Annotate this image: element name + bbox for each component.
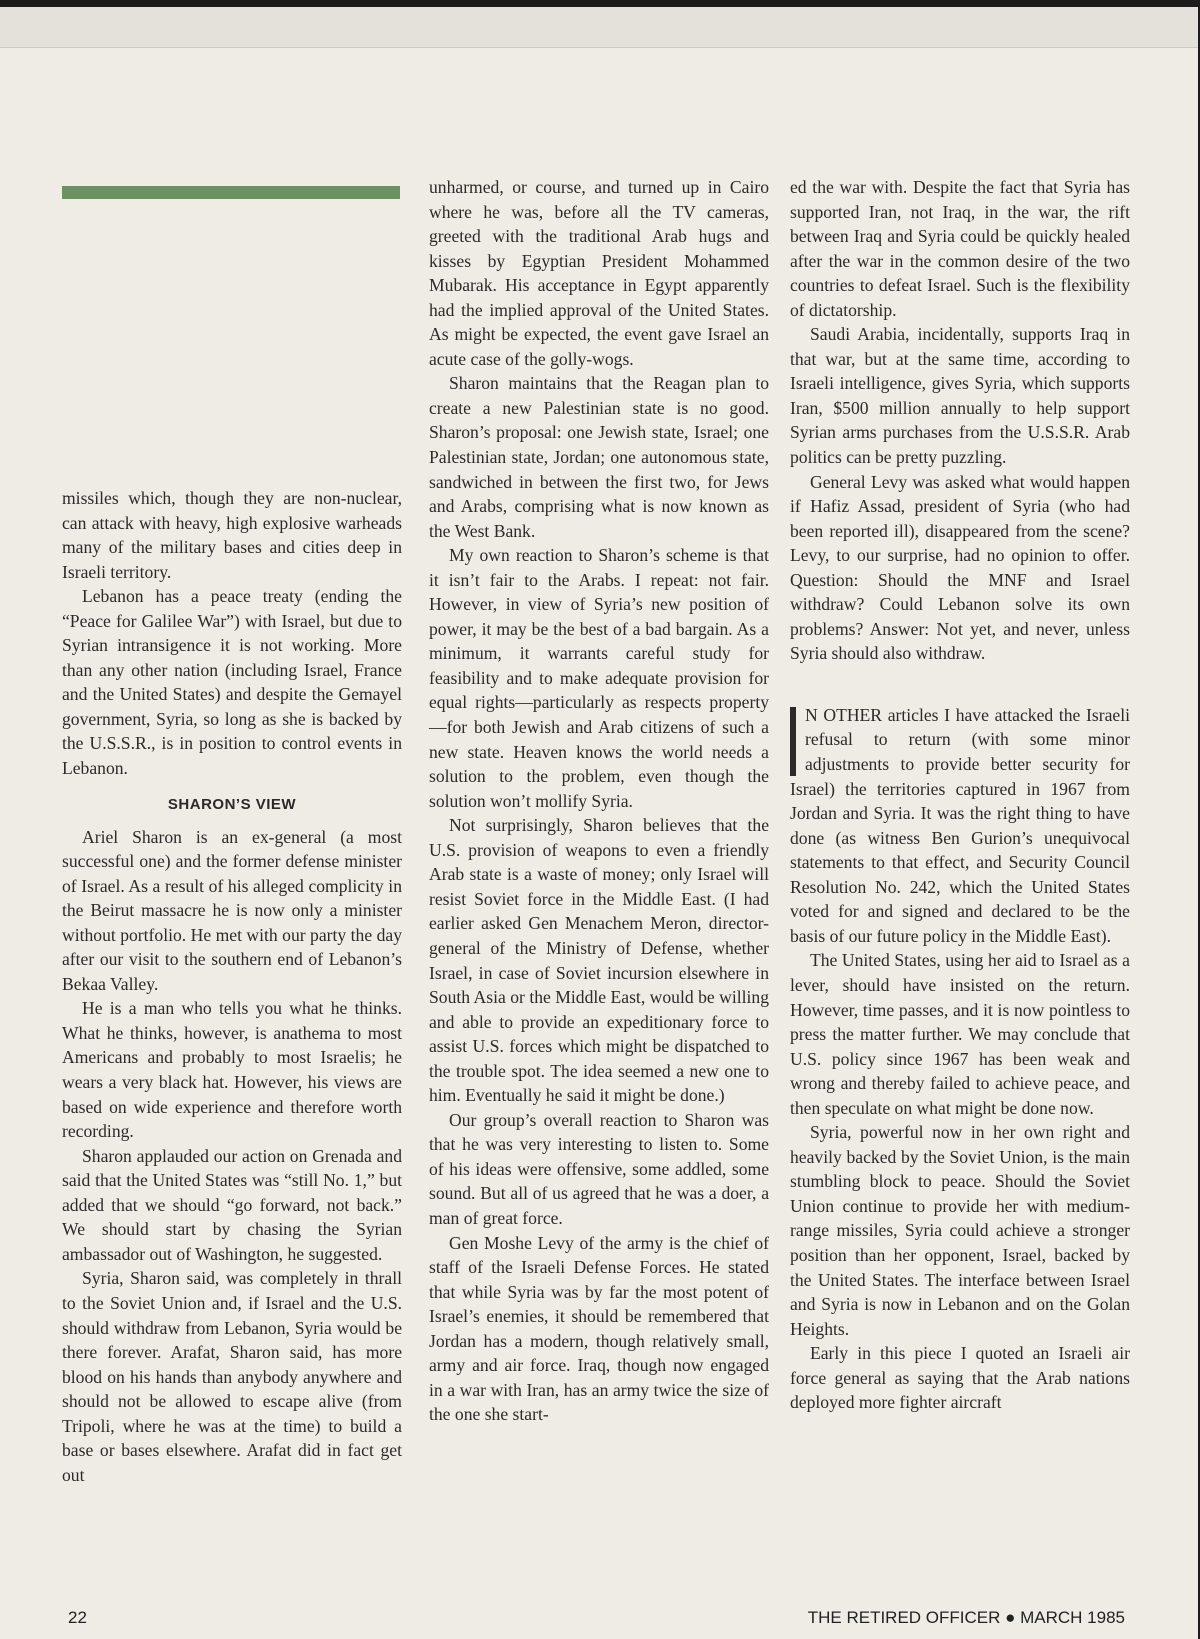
- paragraph: Lebanon has a peace treaty (ending the “Peace for Galilee War”) with Israel, but due to Syrian intransigence it is not working. More than any other nation (including Israel, France and the United States) and despite the Gemayel government, Syria, so long as she is backed by the U.S.S.R., is in position to control events in Lebanon.: [62, 586, 402, 779]
- page-top-rule: [0, 47, 1200, 48]
- paragraph: My own reaction to Sharon’s scheme is that it isn’t fair to the Arabs. I repeat: not fair. However, in view of Syria’s new position of power, it may be the best of a bad bargain. As a minimum, it warrants careful study for feasibility and to make adequate provision for equal rights—particularly as respects property—for both Jewish and Arab citizens of such a new state. Heaven knows the world needs a solution to the problem, even though the solution won’t mollify Syria.: [429, 545, 769, 811]
- paragraph: General Levy was asked what would happen if Hafiz Assad, president of Syria (who had been reported ill), disappeared from the scene? Levy, to our surprise, had no opinion to offer. Question: Should the MNF and Israel withdraw? Could Lebanon solve its own problems? Answer: Not yet, and never, unless Syria should also withdraw.: [790, 471, 1130, 664]
- paragraph: He is a man who tells you what he thinks. What he thinks, however, is anathema to most Americans and probably to most Israelis; he wears a very black hat. However, his views are based on wide experience and therefore worth recording.: [62, 998, 402, 1142]
- paragraph: missiles which, though they are non-nuclear, can attack with heavy, high explosive warheads many of the military bases and cities deep in Israeli territory.: [62, 488, 402, 582]
- running-footer: THE RETIRED OFFICER ● MARCH 1985: [807, 1608, 1125, 1627]
- section-subhead: SHARON’S VIEW: [167, 795, 297, 813]
- paragraph: Sharon maintains that the Reagan plan to create a new Palestinian state is no good. Sharon’s proposal: one Jewish state, Israel; one Palestinian state, Jordan; one autonomous state, sandwiched in between the first two, for Jews and Arabs, comprising what is now known as the West Bank.: [429, 373, 769, 541]
- paragraph: Saudi Arabia, incidentally, supports Iraq in that war, but at the same time, according to Israeli intelligence, gives Syria, which supports Iran, $500 million annually to help support Syrian arms purchases from the U.S.S.R. Arab politics can be pretty puzzling.: [790, 324, 1130, 468]
- paragraph: Ariel Sharon is an ex-general (a most successful one) and the former defense minister of Israel. As a result of his alleged complicity in the Beirut massacre he is now only a minister without portfolio. He met with our party the day after our visit to the southern end of Lebanon’s Bekaa Valley.: [62, 826, 402, 994]
- section-break: [790, 666, 1130, 703]
- paragraph: Early in this piece I quoted an Israeli air force general as saying that the Arab nations deployed more fighter aircraft: [790, 1343, 1130, 1413]
- paragraph: Sharon applauded our action on Grenada and said that the United States was “still No. 1,” but added that we should “go forward, not back.” We should start by chasing the Syrian ambassador out of Washington, he suggested.: [62, 1145, 402, 1264]
- paragraph-with-drop-cap: [790, 703, 1130, 948]
- paragraph: Syria, powerful now in her own right and heavily backed by the Soviet Union, is the main stumbling block to peace. Should the Soviet Union continue to provide her with medium-range missiles, Syria could achieve a stronger position than her opponent, Israel, backed by the United States. The interface between Israel and Syria is now in Lebanon and on the Golan Heights.: [790, 1122, 1130, 1339]
- decorative-color-bar: [62, 186, 400, 199]
- paragraph-text: N OTHER articles I have attacked the Israeli refusal to return (with some minor adjustments to provide better security for Israel) the territories captured in 1967 from Jordan and Syria. It was the right thing to have done (as witness Ben Gurion’s unequivocal statements to that effect, and Security Council Resolution No. 242, which the United States voted for and signed and declared to be the basis of our future policy in the Middle East).: [790, 704, 1130, 946]
- paragraph: The United States, using her aid to Israel as a lever, should have insisted on the return. However, time passes, and it is now pointless to press the matter further. We may conclude that U.S. policy since 1967 has been weak and wrong and thereby failed to achieve peace, and then speculate on what might be done now.: [790, 950, 1130, 1118]
- paragraph: Not surprisingly, Sharon believes that the U.S. provision of weapons to even a friendly Arab state is a waste of money; only Israel will resist Soviet force in the Middle East. (I had earlier asked Gen Menachem Meron, director-general of the Ministry of Defense, whether Israel, in case of Soviet incursion elsewhere in South Asia or the Middle East, would be willing and able to provide an expeditionary force to assist U.S. forces which might be dispatched to the trouble spot. The idea seemed a new one to him. Eventually he said it might be done.): [429, 815, 769, 1106]
- page-top-strip: [0, 7, 1200, 47]
- drop-cap-i: [790, 707, 796, 776]
- paragraph: Gen Moshe Levy of the army is the chief of staff of the Israeli Defense Forces. He stated that while Syria was by far the most potent of Israel’s enemies, it should be remembered that Jordan has a modern, though relatively small, army and air force. Iraq, though now engaged in a war with Iran, has an army twice the size of the one she start-: [429, 1232, 769, 1425]
- article-column-3: [790, 175, 1130, 1415]
- article-column-2: [429, 175, 769, 1427]
- article-column-1: [62, 486, 402, 1487]
- paragraph: Our group’s overall reaction to Sharon was that he was very interesting to listen to. Some of his ideas were offensive, some addled, some sound. But all of us agreed that he was a doer, a man of great force.: [429, 1109, 769, 1228]
- paragraph: Syria, Sharon said, was completely in thrall to the Soviet Union and, if Israel and the U.S. should withdraw from Lebanon, Syria would be there forever. Arafat, Sharon said, has more blood on his hands than anybody anywhere and should not be allowed to escape alive (from Tripoli, where he was at the time) to build a base or bases elsewhere. Arafat did in fact get out: [62, 1268, 402, 1485]
- paragraph: ed the war with. Despite the fact that Syria has supported Iran, not Iraq, in the war, the rift between Iraq and Syria could be quickly healed after the war in the common desire of the two countries to defeat Israel. Such is the flexibility of dictatorship.: [790, 177, 1130, 320]
- page-top-edge: [0, 0, 1200, 7]
- page-number: 22: [68, 1608, 87, 1627]
- paragraph: unharmed, or course, and turned up in Cairo where he was, before all the TV cameras, greeted with the traditional Arab hugs and kisses by Egyptian President Mohammed Mubarak. His acceptance in Egypt apparently had the implied approval of the United States. As might be expected, the event gave Israel an acute case of the golly-wogs.: [429, 177, 769, 369]
